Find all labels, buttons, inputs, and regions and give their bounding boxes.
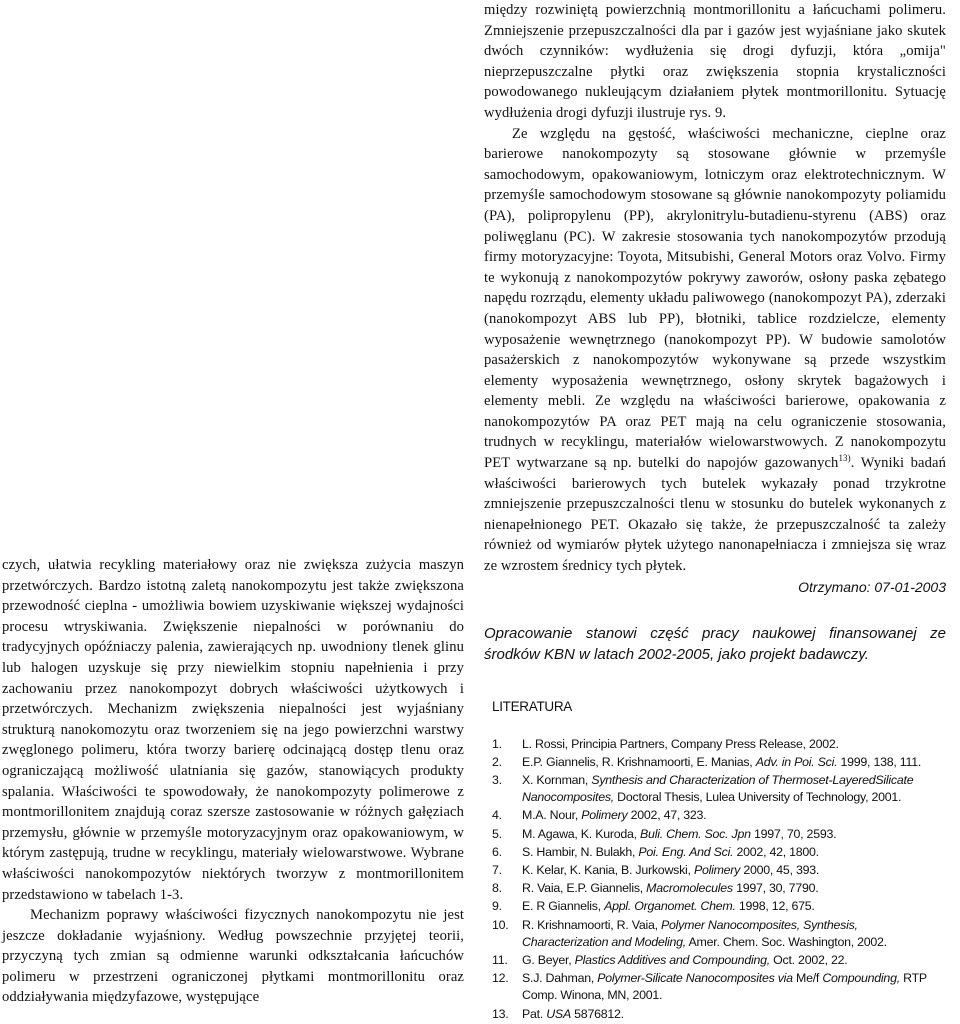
- reference-title: Synthesis and Characterization of Thermoset-LayeredSilicate Nanocomposites,: [522, 773, 914, 805]
- reference-number: 12.: [492, 971, 509, 986]
- reference-text: G. Beyer,: [522, 953, 575, 968]
- reference-text: Pat.: [522, 1006, 547, 1021]
- reference-number: 8.: [492, 881, 502, 896]
- reference-text: 2000, 45, 393.: [740, 863, 820, 878]
- reference-item: [492, 772, 946, 806]
- reference-item: [492, 844, 946, 861]
- reference-title: Polymer Nanocomposites, Synthesis, Characterization and Modeling,: [522, 917, 858, 949]
- reference-text: 2002, 47, 323.: [627, 808, 707, 823]
- reference-text: L. Rossi, Principia Partners, Company Press Release, 2002.: [522, 736, 839, 751]
- reference-number: 9.: [492, 899, 502, 914]
- reference-title: Macromolecules: [646, 881, 733, 896]
- references-list: [484, 736, 946, 1023]
- reference-title: Plastics Additives and Compounding,: [574, 953, 770, 968]
- reference-text: 1997, 70, 2593.: [750, 826, 837, 841]
- reference-text: Amer. Chem. Soc. Washington, 2002.: [686, 934, 887, 949]
- body-paragraph: [484, 124, 946, 577]
- reference-title: Polimery: [693, 863, 741, 878]
- reference-number: 4.: [492, 808, 502, 823]
- reference-item: [492, 826, 946, 843]
- reference-item: [492, 862, 946, 879]
- reference-text: Oct. 2002, 22.: [769, 953, 848, 968]
- reference-number: 1.: [492, 736, 502, 751]
- reference-text: 1998, 12, 675.: [735, 899, 815, 914]
- reference-number: 13.: [492, 1006, 509, 1021]
- reference-text: X. Kornman,: [522, 773, 592, 788]
- reference-number: 2.: [492, 754, 502, 769]
- body-paragraph: Mechanizm poprawy właściwości fizycznych nanokompozytu nie jest jeszcze dokładanie wyjaśniony. Według powszechnie przyjętej teorii, przyczyną tych zmian są odmienne warunki odkształcania łańcuchów polimeru w przestrzeni ograniczonej płytkami montmorillonitu oraz oddziaływania międzyfazowe, występujące: [2, 907, 464, 1006]
- reference-title: Poi. Eng. And Sci.: [638, 844, 734, 859]
- reference-title: Compounding,: [822, 971, 900, 986]
- reference-item: [492, 917, 946, 951]
- reference-item: [492, 807, 946, 824]
- body-paragraph: czych, ułatwia recykling materiałowy oraz nie zwiększa zużycia maszyn przetwórczych. Bardzo istotną zaletą nanokompozytu jest także zwiększona przewodność cieplna - umożliwia bowiem uzyskiwanie większej wydajności procesu wtryskiwania. Zwiększenie niepalności w porównaniu do tradycyjnych opóźniaczy palenia, zawierających np. uwodniony tlenek glinu lub halogen uzyskuje się przy niewielkim stopniu napełnienia i przy zachowaniu przez nanokompozyt dobrych właściwości użytkowych i przetwórczych. Mechanizm zwiększenia niepalności jest wyjaśniany strukturą nanokomozytu oraz tworzeniem się na jego powierzchni warstwy zwęglonego polimeru, która tworzy barierę odcinającą dostęp tlenu oraz ograniczającą możliwość ulatniania się gazów, stanowiących produkty spalania. Właściwości te spowodowały, że nanokompozyty polimerowe z montmorillonitem znajdują coraz szersze zastosowanie w różnych gałęziach przemysłu, głównie w przemyśle motoryzacyjnym oraz opakowaniowym, w którym zastępują, trudne w recyklingu, materiały wielowarstwowe. Wybrane właściwości nanokompozytów niektórych tworzyw z montmorillonitem przedstawiono w tabelach 1-3.: [2, 557, 464, 903]
- body-paragraph: między rozwiniętą powierzchnią montmorillonitu a łańcuchami polimeru. Zmniejszenie przepuszczalności dla par i gazów jest wyjaśniane jako skutek dwóch czynników: wydłużenia się drogi dyfuzji, która „omija" nieprzepuszczalne płytki oraz zwiększenia stopnia krystaliczności powodowanego nukleującym działaniem płytek montmorillonitu. Sytuację wydłużenia drogi dyfuzji ilustruje rys. 9.: [484, 2, 946, 121]
- reference-number: 3.: [492, 773, 502, 788]
- reference-text: Me/f: [792, 971, 823, 986]
- reference-item: [492, 754, 946, 771]
- reference-number: 7.: [492, 863, 502, 878]
- reference-item: [492, 898, 946, 915]
- reference-text: E. R Giannelis,: [522, 899, 605, 914]
- reference-text: 5876812.: [570, 1006, 624, 1021]
- reference-text: E.P. Giannelis, R. Krishnamoorti, E. Manias,: [522, 754, 756, 769]
- reference-title: Polymer-Silicate Nanocomposites via: [597, 971, 793, 986]
- reference-title: Buli. Chem. Soc. Jpn: [640, 826, 751, 841]
- reference-title: Appl. Organomet. Chem.: [604, 899, 736, 914]
- reference-number: 5.: [492, 826, 502, 841]
- received-date: Otrzymano: 07-01-2003: [798, 578, 946, 595]
- left-column: [2, 555, 464, 1008]
- reference-item: [492, 952, 946, 969]
- reference-text: 1997, 30, 7790.: [732, 881, 819, 896]
- paragraph-text: Ze względu na gęstość, właściwości mechaniczne, cieplne oraz barierowe nanokompozyty są stosowane głównie w przemyśle samochodowym, opakowaniowym, lotniczym oraz elektrotechnicznym. W przemyśle samochodowym stosowane są głównie nanokompozyty poliamidu (PA), polipropylenu (PP), akrylonitrylu-butadienu-styrenu (ABS) oraz poliwęglanu (PC). W zakresie stosowania tych nanokompozytów przodują firmy motoryzacyjne: Toyota, Mitsubishi, General Motors oraz Volvo. Firmy te wykonują z nanokompozytów pokrywy zaworów, osłony paska zębatego napędu rozrządu, elementy układu paliwowego (nanokompozyt PA), zderzaki (nanokompozyt ABS lub PP), błotniki, tablice rozdzielcze, elementy wyposażenie wewnętrznego (nanokompozyt PP). W budowie samolotów pasażerskich z nanokompozytów wykonywane są przede wszystkim elementy wyposażenia wewnętrznego, osłony skrytek bagażowych i elementy mebli. Ze względu na właściwości barierowe, opakowania z nanokompozytów PA oraz PET mają na celu ograniczenie stosowania, trudnych w recyklingu, materiałów wielowarstwowych. Z nanokompozytu PET wytwarzane są np. butelki do napojów gazowanych: [484, 125, 946, 472]
- reference-text: K. Kelar, K. Kania, B. Jurkowski,: [522, 863, 694, 878]
- reference-text: M. Agawa, K. Kuroda,: [522, 826, 641, 841]
- reference-text: M.A. Nour,: [522, 808, 582, 823]
- reference-text: RTP Comp. Winona, MN, 2001.: [522, 971, 927, 1003]
- reference-item: [492, 970, 946, 1004]
- reference-title: Polimery: [581, 808, 628, 823]
- reference-number: 11.: [492, 953, 508, 968]
- right-column: [484, 0, 946, 1024]
- reference-text: R. Vaia, E.P. Giannelis,: [522, 881, 647, 896]
- citation-marker: 13): [838, 453, 851, 464]
- reference-number: 6.: [492, 844, 502, 859]
- reference-text: S. Hambir, N. Bulakh,: [522, 844, 639, 859]
- reference-text: 2002, 42, 1800.: [733, 844, 819, 859]
- reference-number: 10.: [492, 917, 509, 932]
- reference-title: Adv. in Poi. Sci.: [755, 754, 838, 769]
- reference-text: Doctoral Thesis, Lulea University of Technology, 2001.: [613, 790, 902, 805]
- reference-item: [492, 880, 946, 897]
- paragraph-text: . Wyniki badań właściwości barierowych tych butelek wykazały ponad trzykrotne zmniejszenie przepuszczalności tlenu w stosunku do butelek wykonanych z nienapełnionego PET. Okazało się także, że przepuszczalność ta zależy również od wymiarów płytek użytego nanonapełniacza i zmniejsza się wraz ze wzrostem średnicy tych płytek.: [484, 455, 946, 575]
- references-heading: LITERATURA: [492, 698, 573, 714]
- reference-title: USA: [546, 1006, 571, 1021]
- reference-item: [492, 736, 946, 753]
- reference-text: S.J. Dahman,: [522, 971, 598, 986]
- reference-item: [492, 1006, 946, 1023]
- reference-text: R. Krishnamoorti, R. Vaia,: [522, 917, 662, 932]
- reference-text: 1999, 138, 111.: [837, 754, 922, 769]
- funding-note: Opracowanie stanowi część pracy naukowej finansowanej ze środków KBN w latach 2002-2005, jako projekt badawczy.: [484, 624, 946, 663]
